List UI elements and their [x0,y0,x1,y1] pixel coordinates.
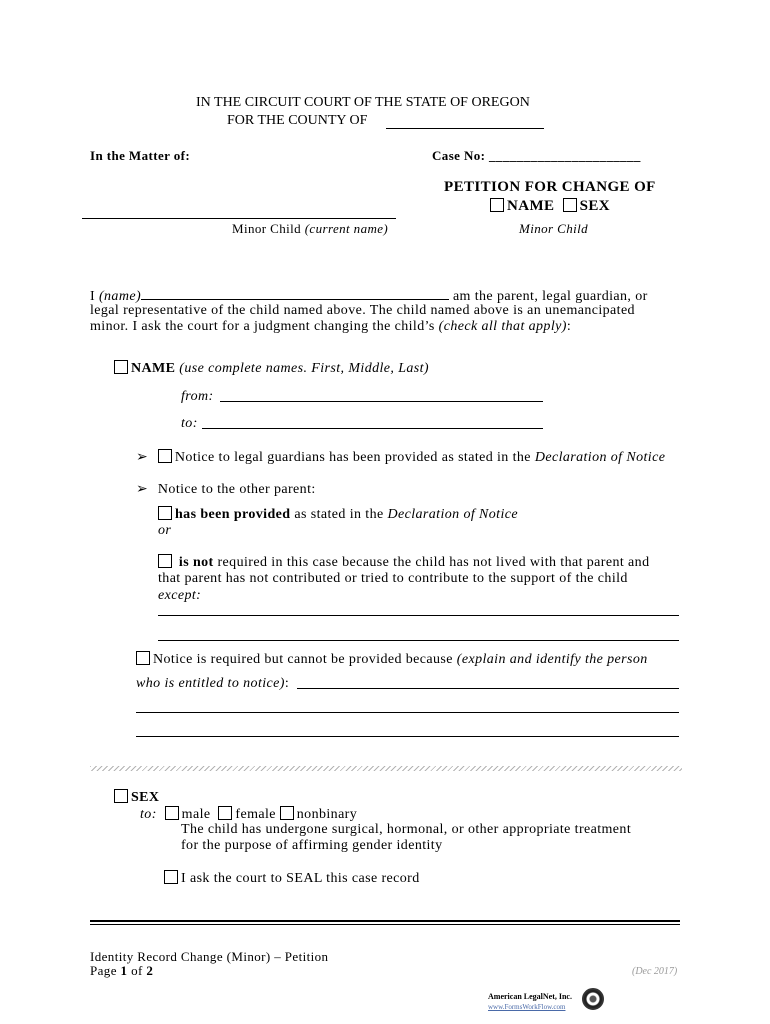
entitled-row [136,676,289,692]
provided-doc: Declaration of Notice [387,507,518,522]
has-been-provided-text: has been provided [175,507,291,522]
intro-line-2: legal representative of the child named above. The child named above is an unemancipated [90,303,635,318]
except-label: except: [158,588,202,603]
is-not-text: is not [178,555,214,570]
sex-section-checkbox[interactable] [114,789,128,803]
entitled-label: who is entitled to notice) [136,676,285,691]
name-heading-note: (use complete names. First, Middle, Last) [179,361,429,376]
footer-date: (Dec 2017) [632,966,678,977]
intro-line3-italic: (check all that apply) [438,319,567,334]
court-heading: IN THE CIRCUIT COURT OF THE STATE OF OREGON [196,95,530,110]
name-heading-text: NAME [131,361,176,376]
cannot-provide-checkbox[interactable] [136,651,150,665]
section-divider [90,766,682,771]
female-label: female [235,807,276,822]
notice-guardians-text: Notice to legal guardians has been provided as stated in the [174,450,531,465]
minor-child-text: Minor Child [232,221,302,236]
minor-child-right-label: Minor Child [519,221,589,236]
page-prefix: Page [90,963,121,978]
notice-guardians-checkbox[interactable] [158,449,172,463]
to-label: to: [181,416,198,431]
notice-guardians-doc: Declaration of Notice [534,450,666,465]
sex-options-row [140,806,357,823]
footer-rule-top [90,920,680,922]
except-field-line-1[interactable] [158,615,679,616]
name-section-heading [114,360,429,377]
footer-page-number [90,963,153,979]
logo-website-link[interactable]: www.FormsWorkFlow.com [488,1003,566,1011]
matter-label: In the Matter of: [90,148,191,163]
from-name-field[interactable] [220,401,543,402]
logo-company-name: American LegalNet, Inc. [488,992,572,1001]
sex-to-label: to: [140,807,157,822]
is-not-line-2: that parent has not contributed or tried to contribute to the support of the child [158,571,628,586]
name-section-checkbox[interactable] [114,360,128,374]
intro-line1-tail: am the parent, legal guardian, or [452,289,648,304]
page-of: of [127,963,147,978]
is-not-required-checkbox[interactable] [158,554,172,568]
intro-name-label: (name) [98,289,142,304]
entitled-field-line-2[interactable] [136,712,679,713]
minor-child-label [232,221,388,237]
entitled-field-line-3[interactable] [136,736,679,737]
title-sex-label: SEX [579,198,610,214]
has-been-provided-checkbox[interactable] [158,506,172,520]
is-not-tail: required in this case because the child has not lived with that parent and [217,555,650,570]
male-checkbox[interactable] [165,806,179,820]
male-label: male [181,807,211,822]
seal-text: I ask the court to SEAL this case record [181,871,420,886]
seal-checkbox[interactable] [164,870,178,884]
notice-guardians-row [136,449,665,466]
legalnet-logo [484,986,608,1016]
cannot-provide-text: Notice is required but cannot be provided because [153,652,453,667]
current-name-label: (current name) [304,221,389,236]
county-label: FOR THE COUNTY OF [227,113,368,128]
cannot-provide-row [136,651,648,668]
intro-line3-start: minor. I ask the court for a judgment changing the child’s [90,319,435,334]
arrow-bullet-icon: ➢ [136,482,149,497]
except-field-line-2[interactable] [158,640,679,641]
page-num: 1 [120,963,128,978]
petition-title: PETITION FOR CHANGE OF [444,179,656,195]
female-checkbox[interactable] [218,806,232,820]
provided-tail-text: as stated in the [294,507,384,522]
sex-title-checkbox[interactable] [563,198,577,212]
footer-form-title: Identity Record Change (Minor) – Petition [90,949,329,964]
or-label: or [158,523,172,538]
treatment-line-2: for the purpose of affirming gender identity [181,838,443,853]
page-total: 2 [146,963,154,978]
entitled-colon: : [284,676,290,691]
parent-name-field[interactable] [141,287,449,300]
nonbinary-checkbox[interactable] [280,806,294,820]
is-not-row [158,554,649,571]
footer-rule-bottom [90,924,680,925]
title-options [490,198,610,215]
entitled-field-line-1[interactable] [297,688,679,689]
other-parent-label: Notice to the other parent: [157,482,316,497]
intro-line3-end: : [566,319,572,334]
to-name-field[interactable] [202,428,543,429]
title-name-label: NAME [507,198,555,214]
seal-row [164,870,420,887]
name-title-checkbox[interactable] [490,198,504,212]
globe-seal-icon [582,988,604,1010]
intro-i: I [90,289,96,304]
intro-line-3 [90,319,571,335]
sex-heading-text: SEX [131,790,160,805]
from-label: from: [181,389,214,404]
treatment-line-1: The child has undergone surgical, hormonal, or other appropriate treatment [181,822,632,837]
has-been-provided-row [158,506,518,523]
nonbinary-label: nonbinary [296,807,358,822]
other-parent-row [136,481,316,498]
minor-child-name-field[interactable] [82,218,396,219]
county-field[interactable] [386,128,544,129]
case-number-label: Case No: ______________________ [432,148,641,163]
arrow-bullet-icon: ➢ [136,450,149,465]
sex-section-heading [114,789,159,806]
cannot-provide-italic: (explain and identify the person [456,652,648,667]
